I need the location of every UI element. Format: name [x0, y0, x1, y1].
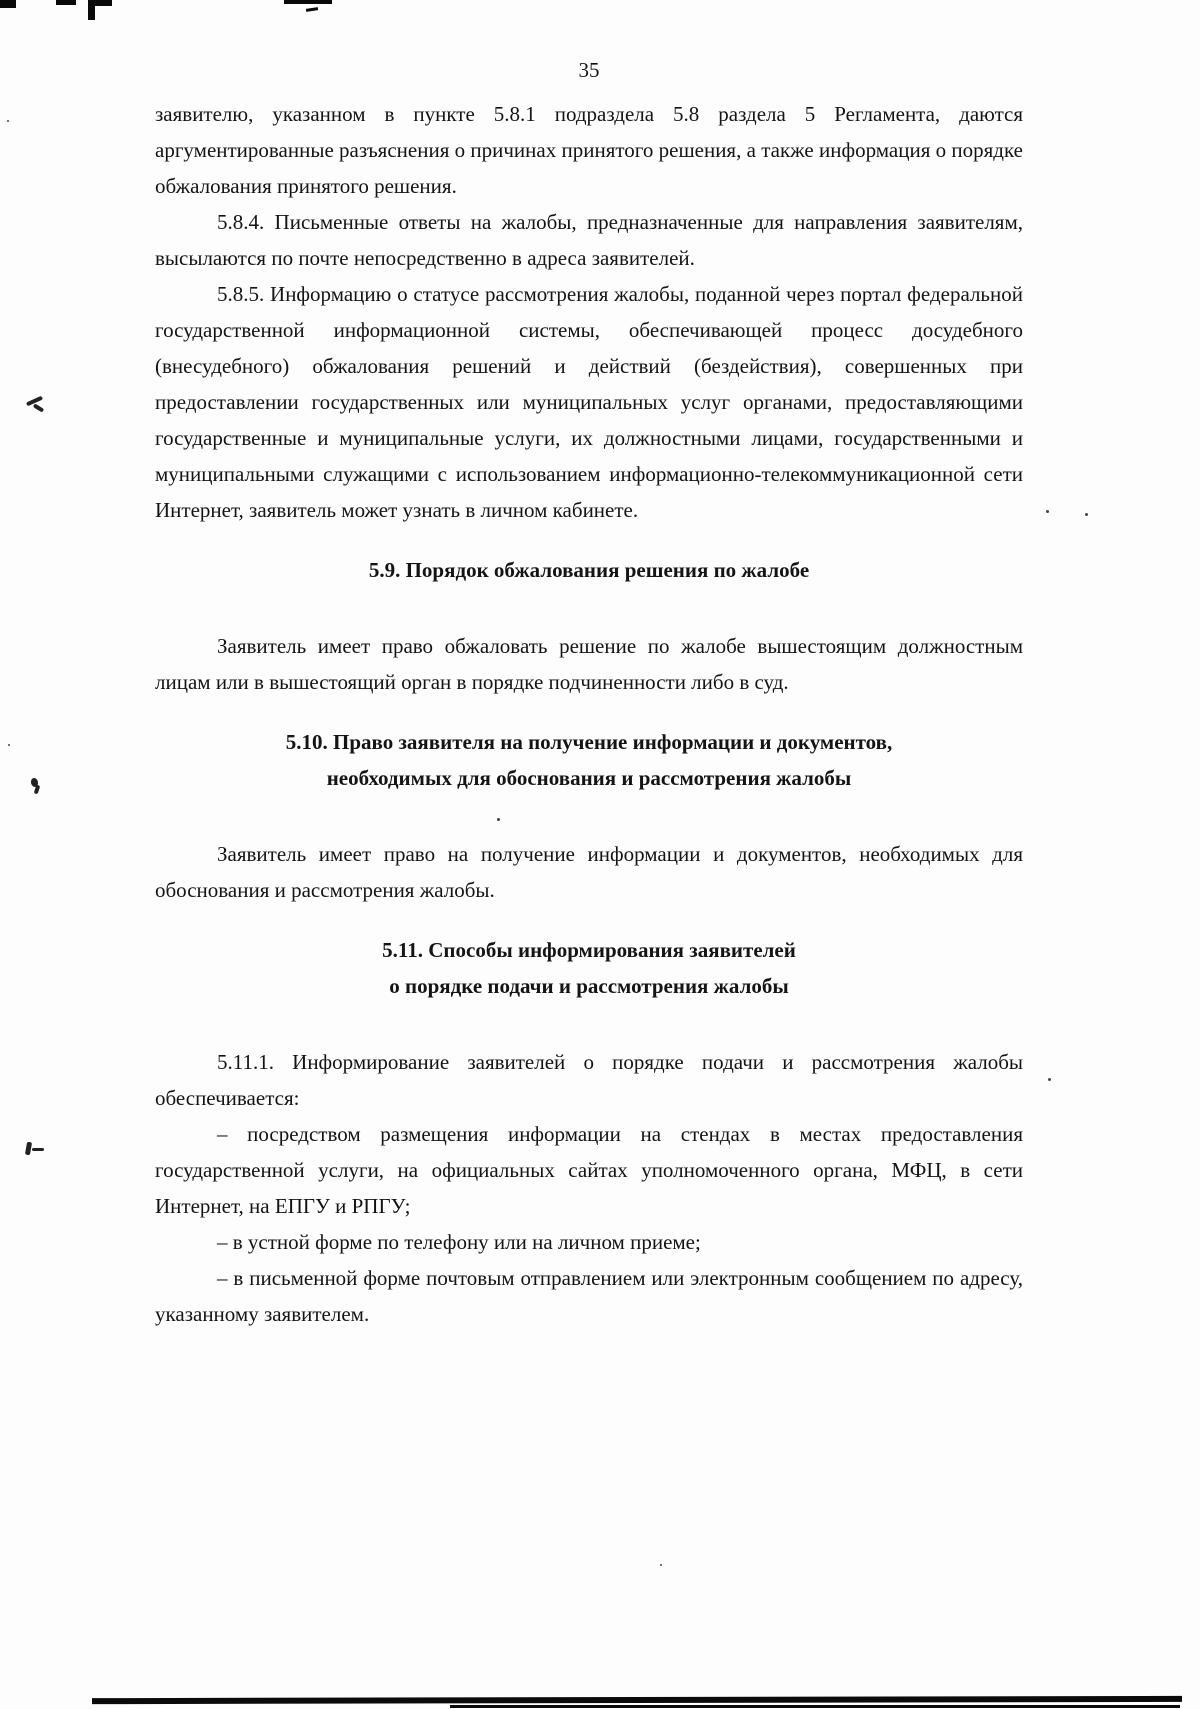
paragraph-information-right: Заявитель имеет право на получение информации и документов, необходимых для обоснования и рассмотрения жалобы.	[155, 842, 1023, 902]
scan-artifact-speck	[660, 1564, 662, 1566]
scan-artifact-top-edge	[88, 0, 95, 20]
heading-line: 5.11. Способы информирования заявителей	[382, 938, 796, 962]
bullet-oral: – в устной форме по телефону или на личном приеме;	[217, 1230, 701, 1254]
paragraph-5-11-1: 5.11.1. Информирование заявителей о порядке подачи и рассмотрения жалобы обеспечивается:	[155, 1050, 1023, 1110]
scan-artifact-top-edge	[56, 0, 76, 5]
heading-line: 5.10. Право заявителя на получение информации и документов,	[285, 730, 893, 754]
scan-artifact-top-edge	[284, 0, 332, 4]
paragraph-5-8-5: 5.8.5. Информацию о статусе рассмотрения жалобы, поданной через портал федеральной государственной информационной системы, обеспечивающей процесс досудебного (внесудебного) обжалования решений и действий (бездействия), совершенных при предоставлении государственных или муниципальных услуг органами, предоставляющими государственные и муниципальные услуги, их должностными лицами, государственными и муниципальными служащими с использованием информационно-телекоммуникационной сети Интернет, заявитель может узнать в личном кабинете.	[155, 282, 1023, 522]
scan-artifact-top-edge	[306, 7, 318, 12]
section-heading-5-10	[155, 724, 1023, 796]
paragraph-5-8-4: 5.8.4. Письменные ответы на жалобы, предназначенные для направления заявителям, высылаются по почте непосредственно в адреса заявителей.	[155, 210, 1023, 270]
scan-artifact-ink-mark	[31, 778, 39, 794]
scan-artifact-ink-mark	[26, 399, 44, 410]
scan-artifact-bottom-line	[450, 1705, 1180, 1708]
scan-artifact-ink-mark	[26, 1142, 44, 1151]
section-heading-5-9	[155, 552, 1023, 588]
scan-artifact-speck	[497, 818, 500, 821]
scan-artifact-speck	[8, 744, 10, 746]
scan-artifact-speck	[1048, 1078, 1051, 1081]
scan-artifact-speck	[1046, 510, 1049, 513]
scan-artifact-speck	[1085, 513, 1088, 516]
heading-line: 5.9. Порядок обжалования решения по жалобе	[368, 558, 810, 582]
bullet-written: – в письменной форме почтовым отправлением или электронным сообщением по адресу, указанному заявителем.	[155, 1266, 1023, 1326]
paragraph-continuation: заявителю, указанном в пункте 5.8.1 подраздела 5.8 раздела 5 Регламента, даются аргументированные разъяснения о причинах принятого решения, а также информация о порядке обжалования принятого решения.	[155, 102, 1023, 198]
heading-line: необходимых для обоснования и рассмотрения жалобы	[326, 766, 852, 790]
scan-artifact-top-edge	[0, 0, 16, 8]
bullet-stands: – посредством размещения информации на стендах в местах предоставления государственной услуги, на официальных сайтах уполномоченного органа, МФЦ, в сети Интернет, на ЕПГУ и РПГУ;	[155, 1122, 1023, 1218]
page-number: 35	[578, 58, 600, 82]
heading-line: о порядке подачи и рассмотрения жалобы	[389, 974, 789, 998]
scan-artifact-speck	[7, 120, 9, 122]
paragraph-appeal-right: Заявитель имеет право обжаловать решение по жалобе вышестоящим должностным лицам или в вышестоящий орган в порядке подчиненности либо в суд.	[155, 634, 1023, 694]
scan-artifact-bottom-line	[92, 1696, 1182, 1704]
document-content	[155, 96, 1023, 1332]
section-heading-5-11	[155, 932, 1023, 1004]
